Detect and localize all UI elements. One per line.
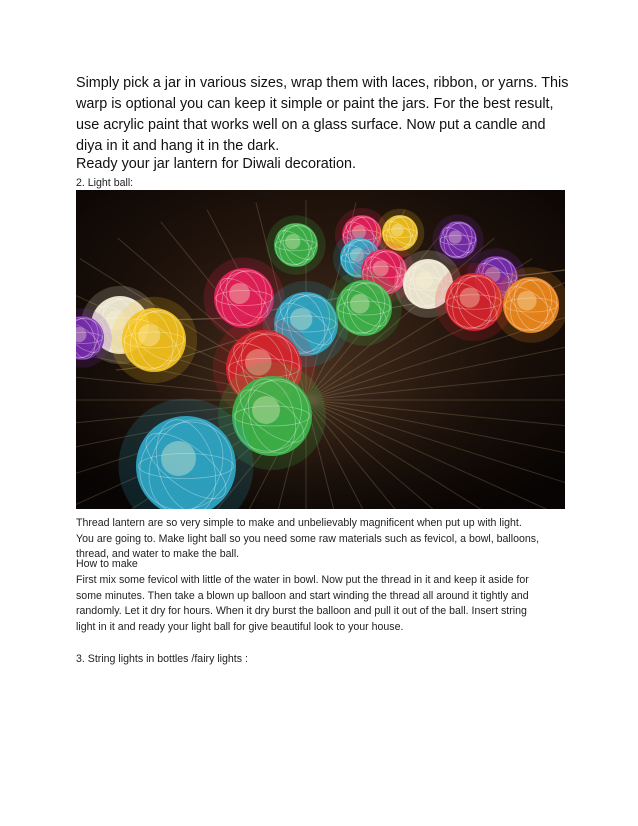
intro-line: diya in it and hang it in the dark. <box>76 138 280 154</box>
intro-paragraph <box>76 73 572 157</box>
intro-closing: Ready your jar lantern for Diwali decoration. <box>76 156 356 172</box>
description-line: Thread lantern are so very simple to make and unbelievably magnificent when put up with light. <box>76 517 522 529</box>
how-to-line: some minutes. Then take a blown up balloon and start winding the thread all around it tightly and <box>76 589 529 602</box>
description-line: thread, and water to make the ball. <box>76 548 240 560</box>
how-to-heading: How to make <box>76 558 138 570</box>
how-to-line: randomly. Let it dry for hours. When it dry burst the balloon and pull it out of the ball. Insert string <box>76 605 527 617</box>
light-ball-description <box>76 516 568 563</box>
intro-line: warp is optional you can keep it simple or paint the jars. For the best result, <box>76 96 554 112</box>
how-to-line: First mix some fevicol with little of the water in bowl. Now put the thread in it and keep it aside for <box>76 574 529 586</box>
section-2-heading: 2. Light ball: <box>76 177 134 189</box>
light-ball-photo <box>76 190 565 509</box>
section-3-heading: 3. String lights in bottles /fairy lights : <box>76 653 248 665</box>
intro-line: use acrylic paint that works well on a glass surface. Now put a candle and <box>76 117 546 133</box>
how-to-steps <box>76 573 568 635</box>
intro-line: Simply pick a jar in various sizes, wrap them with laces, ribbon, or yarns. This <box>76 75 569 91</box>
description-line: You are going to. Make light ball so you need some raw materials such as fevicol, a bowl, balloons, <box>76 532 540 545</box>
how-to-line: light in it and ready your light ball for give beautiful look to your house. <box>76 620 404 633</box>
